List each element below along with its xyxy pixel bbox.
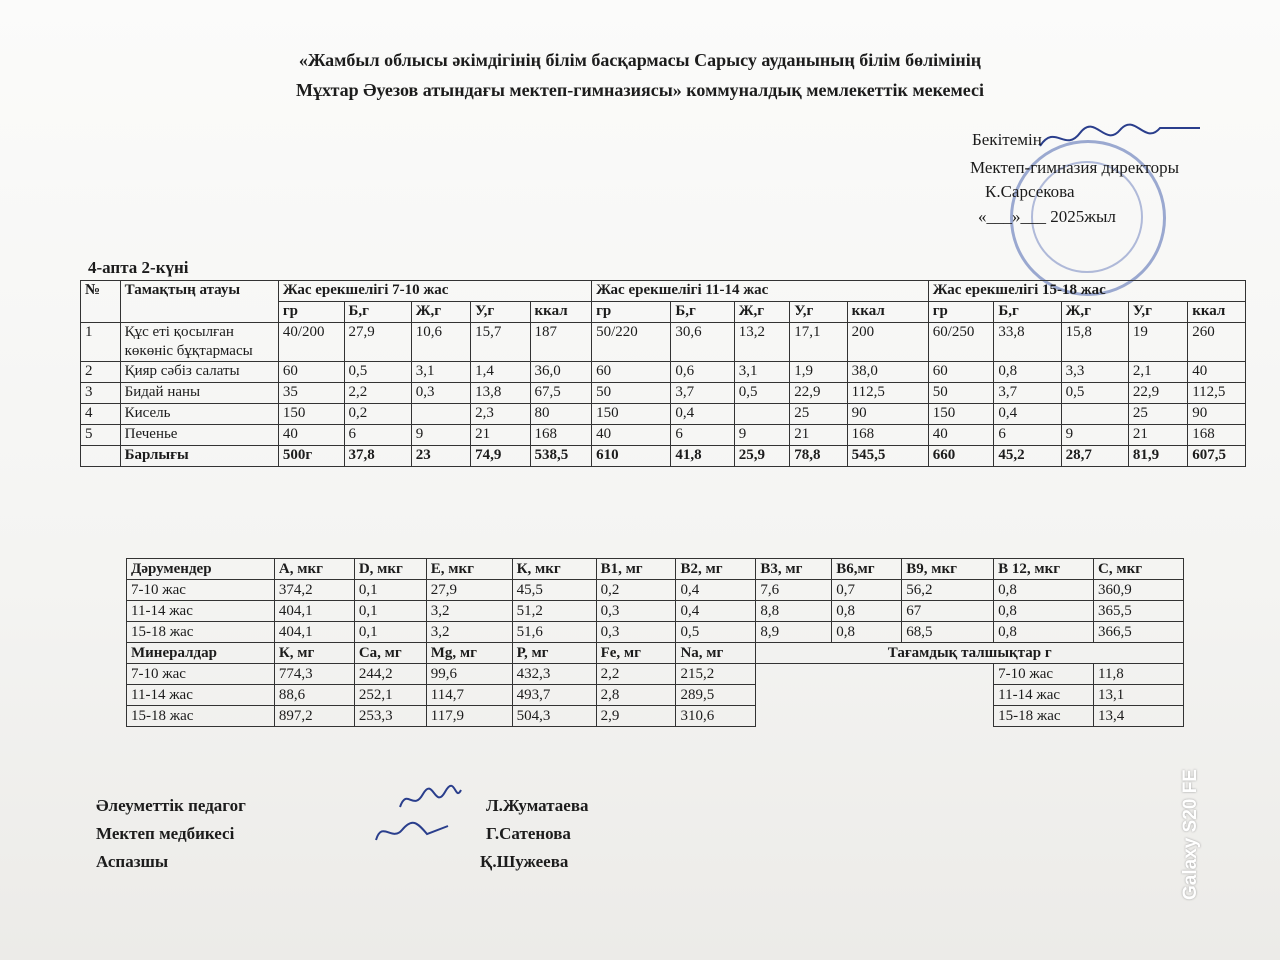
fiber-spacer — [756, 664, 994, 685]
age-label: 11-14 жас — [127, 685, 275, 706]
table-cell: 117,9 — [426, 706, 512, 727]
table-cell: 27,9 — [426, 580, 512, 601]
table-cell: 9 — [734, 425, 790, 446]
table-cell — [411, 404, 470, 425]
total-row — [81, 446, 1246, 467]
total-cell: 45,2 — [994, 446, 1061, 467]
total-empty-cell — [81, 446, 121, 467]
table-cell: 215,2 — [676, 664, 756, 685]
table-cell: 3,3 — [1061, 362, 1128, 383]
table-row — [127, 580, 1184, 601]
table-cell: 0,5 — [1061, 383, 1128, 404]
table-cell: 404,1 — [274, 622, 354, 643]
table-cell: 0,2 — [344, 404, 411, 425]
table-cell: 25 — [1128, 404, 1187, 425]
table-cell: 0,8 — [994, 622, 1094, 643]
table-cell: 0,8 — [832, 622, 902, 643]
table-cell: 50 — [592, 383, 671, 404]
fiber-value: 13,4 — [1094, 706, 1184, 727]
table-cell: 40 — [1188, 362, 1246, 383]
table-row — [81, 425, 1246, 446]
table-cell: 493,7 — [512, 685, 596, 706]
table-cell: 244,2 — [354, 664, 426, 685]
vitamin-header: В6,мг — [832, 559, 902, 580]
approval-date: «___»___ 2025жыл — [978, 207, 1116, 226]
table-cell: 0,3 — [596, 622, 676, 643]
vitamin-header: Дәрумендер — [127, 559, 275, 580]
vitamin-header: В 12, мкг — [994, 559, 1094, 580]
total-cell: 607,5 — [1188, 446, 1246, 467]
approve-label: Бекітемін — [972, 130, 1042, 149]
fiber-age-label: 11-14 жас — [994, 685, 1094, 706]
table-cell: 10,6 — [411, 323, 470, 362]
table-cell: 9 — [1061, 425, 1128, 446]
nutrient-subheader: гр — [592, 302, 671, 323]
table-cell: 0,6 — [671, 362, 734, 383]
table-cell: 252,1 — [354, 685, 426, 706]
table-row — [81, 323, 1246, 362]
cook-name: Қ.Шужеева — [480, 852, 569, 871]
table-cell: 17,1 — [790, 323, 847, 362]
nutrient-subheader: гр — [278, 302, 344, 323]
table-cell: 99,6 — [426, 664, 512, 685]
table-cell: 1,9 — [790, 362, 847, 383]
nutrient-subheader: ккал — [530, 302, 592, 323]
nutrient-subheader: Ж,г — [1061, 302, 1128, 323]
table-cell: 25 — [790, 404, 847, 425]
vitamin-header: Е, мкг — [426, 559, 512, 580]
nutrient-subheader: Ж,г — [734, 302, 790, 323]
table-cell: 51,2 — [512, 601, 596, 622]
table-cell: 8,8 — [756, 601, 832, 622]
nutrient-subheader: Б,г — [671, 302, 734, 323]
age-label: 15-18 жас — [127, 706, 275, 727]
total-cell: 78,8 — [790, 446, 847, 467]
mineral-header: Р, мг — [512, 643, 596, 664]
table-cell: 150 — [278, 404, 344, 425]
table-cell: 2,1 — [1128, 362, 1187, 383]
table-row — [127, 706, 1184, 727]
mineral-header: К, мг — [274, 643, 354, 664]
week-day-label: 4-апта 2-күні — [88, 258, 189, 277]
table-cell: 2,2 — [344, 383, 411, 404]
total-cell: 74,9 — [471, 446, 530, 467]
menu-header-row — [81, 281, 1246, 302]
vitamin-header: В1, мг — [596, 559, 676, 580]
nurse-name: Г.Сатенова — [486, 824, 571, 843]
table-cell: 0,2 — [596, 580, 676, 601]
table-cell: 7,6 — [756, 580, 832, 601]
vitamin-header: С, мкг — [1094, 559, 1184, 580]
total-cell: 545,5 — [847, 446, 928, 467]
table-cell: 2,3 — [471, 404, 530, 425]
nutrient-subheader: ккал — [847, 302, 928, 323]
age-label: 7-10 жас — [127, 580, 275, 601]
table-cell: 8,9 — [756, 622, 832, 643]
total-cell: 41,8 — [671, 446, 734, 467]
food-name: Бидай наны — [120, 383, 278, 404]
table-cell: 0,8 — [994, 362, 1061, 383]
age-group-header: Жас ерекшелігі 7-10 жас — [278, 281, 591, 302]
table-cell: 0,4 — [994, 404, 1061, 425]
table-row — [127, 601, 1184, 622]
table-cell: 38,0 — [847, 362, 928, 383]
table-cell: 36,0 — [530, 362, 592, 383]
table-cell: 90 — [1188, 404, 1246, 425]
table-cell: 30,6 — [671, 323, 734, 362]
table-cell: 3,1 — [734, 362, 790, 383]
table-cell: 3,2 — [426, 622, 512, 643]
table-cell: 6 — [344, 425, 411, 446]
total-cell: 660 — [928, 446, 994, 467]
table-cell: 60 — [928, 362, 994, 383]
mineral-header: Mg, мг — [426, 643, 512, 664]
table-cell: 9 — [411, 425, 470, 446]
mineral-header: Са, мг — [354, 643, 426, 664]
age-label: 15-18 жас — [127, 622, 275, 643]
total-cell: 25,9 — [734, 446, 790, 467]
table-cell: 88,6 — [274, 685, 354, 706]
age-label: 7-10 жас — [127, 664, 275, 685]
food-name: Қияр сәбіз салаты — [120, 362, 278, 383]
table-cell: 365,5 — [1094, 601, 1184, 622]
table-cell: 2,8 — [596, 685, 676, 706]
table-row — [81, 404, 1246, 425]
row-number: 2 — [81, 362, 121, 383]
mineral-header: Fe, мг — [596, 643, 676, 664]
row-number: 4 — [81, 404, 121, 425]
fiber-value: 11,8 — [1094, 664, 1184, 685]
table-row — [127, 664, 1184, 685]
social-pedagogue-role: Әлеуметтік педагог — [96, 796, 246, 815]
table-cell: 374,2 — [274, 580, 354, 601]
nurse-signature — [372, 812, 452, 848]
vitamins-header-row — [127, 559, 1184, 580]
food-name: Кисель — [120, 404, 278, 425]
food-name: Печенье — [120, 425, 278, 446]
table-cell: 60 — [278, 362, 344, 383]
total-label: Барлығы — [120, 446, 278, 467]
fiber-age-label: 7-10 жас — [994, 664, 1094, 685]
fiber-age-label: 15-18 жас — [994, 706, 1094, 727]
approver-name: К.Сарсекова — [985, 182, 1075, 201]
table-cell: 68,5 — [902, 622, 994, 643]
table-cell: 150 — [592, 404, 671, 425]
table-cell: 0,3 — [596, 601, 676, 622]
fiber-spacer — [756, 706, 994, 727]
table-cell: 0,1 — [354, 622, 426, 643]
age-group-header: Жас ерекшелігі 15-18 жас — [928, 281, 1245, 302]
table-cell: 366,5 — [1094, 622, 1184, 643]
table-cell: 0,4 — [671, 404, 734, 425]
table-cell — [734, 404, 790, 425]
table-cell: 0,4 — [676, 580, 756, 601]
table-cell: 0,8 — [832, 601, 902, 622]
table-cell: 0,8 — [994, 580, 1094, 601]
table-cell: 22,9 — [790, 383, 847, 404]
header-line-2: Мұхтар Әуезов атындағы мектеп-гимназиясы» коммуналдық мемлекеттік мекемесі — [296, 80, 984, 100]
vitamin-header: В2, мг — [676, 559, 756, 580]
table-cell — [1061, 404, 1128, 425]
table-cell: 289,5 — [676, 685, 756, 706]
table-cell: 6 — [994, 425, 1061, 446]
table-cell: 1,4 — [471, 362, 530, 383]
table-cell: 60 — [592, 362, 671, 383]
table-cell: 112,5 — [847, 383, 928, 404]
table-cell: 897,2 — [274, 706, 354, 727]
nutrient-subheader: У,г — [1128, 302, 1187, 323]
nutrient-subheader: У,г — [471, 302, 530, 323]
table-cell: 310,6 — [676, 706, 756, 727]
table-cell: 15,7 — [471, 323, 530, 362]
table-cell: 13,2 — [734, 323, 790, 362]
table-cell: 253,3 — [354, 706, 426, 727]
table-cell: 21 — [471, 425, 530, 446]
table-cell: 51,6 — [512, 622, 596, 643]
vitamin-header: В3, мг — [756, 559, 832, 580]
vitamins-minerals-table — [126, 558, 1184, 727]
table-cell: 60/250 — [928, 323, 994, 362]
header-line-1: «Жамбыл облысы әкімдігінің білім басқармасы Сарысу ауданының білім бөлімінің — [298, 50, 982, 70]
table-cell: 504,3 — [512, 706, 596, 727]
total-cell: 610 — [592, 446, 671, 467]
nutrient-subheader: Ж,г — [411, 302, 470, 323]
table-cell: 404,1 — [274, 601, 354, 622]
table-cell: 168 — [847, 425, 928, 446]
table-cell: 22,9 — [1128, 383, 1187, 404]
table-cell: 0,1 — [354, 580, 426, 601]
total-cell: 28,7 — [1061, 446, 1128, 467]
table-cell: 3,7 — [994, 383, 1061, 404]
table-cell: 50/220 — [592, 323, 671, 362]
table-cell: 40 — [278, 425, 344, 446]
table-cell: 3,7 — [671, 383, 734, 404]
table-cell: 0,4 — [676, 601, 756, 622]
approver-title: Мектеп-гимназия директоры — [970, 158, 1180, 177]
table-cell: 150 — [928, 404, 994, 425]
table-cell: 50 — [928, 383, 994, 404]
col-num-header: № — [81, 281, 121, 323]
table-cell: 432,3 — [512, 664, 596, 685]
table-cell: 0,5 — [676, 622, 756, 643]
row-number: 5 — [81, 425, 121, 446]
table-cell: 35 — [278, 383, 344, 404]
vitamin-header: А, мкг — [274, 559, 354, 580]
table-row — [81, 362, 1246, 383]
table-cell: 360,9 — [1094, 580, 1184, 601]
table-cell: 168 — [1188, 425, 1246, 446]
table-cell: 40 — [928, 425, 994, 446]
col-food-header: Тамақтың атауы — [120, 281, 278, 323]
nutrient-subheader: Б,г — [994, 302, 1061, 323]
fiber-title: Тағамдық талшықтар г — [756, 643, 1184, 664]
vitamin-header: D, мкг — [354, 559, 426, 580]
total-cell: 81,9 — [1128, 446, 1187, 467]
table-cell: 80 — [530, 404, 592, 425]
nutrient-subheader: гр — [928, 302, 994, 323]
table-cell: 33,8 — [994, 323, 1061, 362]
age-group-header: Жас ерекшелігі 11-14 жас — [592, 281, 929, 302]
table-cell: 0,8 — [994, 601, 1094, 622]
mineral-header: Минералдар — [127, 643, 275, 664]
fiber-spacer — [756, 685, 994, 706]
vitamin-header: В9, мкг — [902, 559, 994, 580]
mineral-header: Na, мг — [676, 643, 756, 664]
table-cell: 13,8 — [471, 383, 530, 404]
total-cell: 500г — [278, 446, 344, 467]
table-cell: 40/200 — [278, 323, 344, 362]
table-cell: 21 — [790, 425, 847, 446]
table-row — [127, 685, 1184, 706]
table-cell: 19 — [1128, 323, 1187, 362]
table-cell: 45,5 — [512, 580, 596, 601]
table-cell: 40 — [592, 425, 671, 446]
table-cell: 0,5 — [734, 383, 790, 404]
nutrient-subheader: У,г — [790, 302, 847, 323]
table-cell: 200 — [847, 323, 928, 362]
cook-role: Аспазшы — [96, 852, 169, 871]
table-cell: 27,9 — [344, 323, 411, 362]
nutrient-subheader: Б,г — [344, 302, 411, 323]
table-cell: 112,5 — [1188, 383, 1246, 404]
table-cell: 0,5 — [344, 362, 411, 383]
table-cell: 15,8 — [1061, 323, 1128, 362]
table-cell: 56,2 — [902, 580, 994, 601]
table-cell: 2,9 — [596, 706, 676, 727]
vitamin-header: К, мкг — [512, 559, 596, 580]
table-cell: 774,3 — [274, 664, 354, 685]
age-label: 11-14 жас — [127, 601, 275, 622]
table-row — [127, 622, 1184, 643]
table-cell: 90 — [847, 404, 928, 425]
total-cell: 37,8 — [344, 446, 411, 467]
camera-watermark: Galaxy S20 FE — [1180, 769, 1201, 900]
total-cell: 23 — [411, 446, 470, 467]
nurse-role: Мектеп медбикесі — [96, 824, 235, 843]
table-cell: 67,5 — [530, 383, 592, 404]
row-number: 3 — [81, 383, 121, 404]
food-name: Құс еті қосылған көкөніс бұқтармасы — [120, 323, 278, 362]
table-cell: 3,2 — [426, 601, 512, 622]
total-cell: 538,5 — [530, 446, 592, 467]
table-cell: 260 — [1188, 323, 1246, 362]
table-cell: 67 — [902, 601, 994, 622]
table-cell: 187 — [530, 323, 592, 362]
table-cell: 168 — [530, 425, 592, 446]
table-cell: 6 — [671, 425, 734, 446]
fiber-value: 13,1 — [1094, 685, 1184, 706]
table-cell: 0,1 — [354, 601, 426, 622]
social-pedagogue-name: Л.Жуматаева — [486, 796, 589, 815]
table-cell: 21 — [1128, 425, 1187, 446]
table-row — [81, 383, 1246, 404]
table-cell: 3,1 — [411, 362, 470, 383]
minerals-header-row — [127, 643, 1184, 664]
table-cell: 0,7 — [832, 580, 902, 601]
table-cell: 0,3 — [411, 383, 470, 404]
menu-table — [80, 280, 1246, 467]
table-cell: 2,2 — [596, 664, 676, 685]
nutrient-subheader: ккал — [1188, 302, 1246, 323]
row-number: 1 — [81, 323, 121, 362]
table-cell: 114,7 — [426, 685, 512, 706]
director-signature — [1035, 118, 1205, 158]
